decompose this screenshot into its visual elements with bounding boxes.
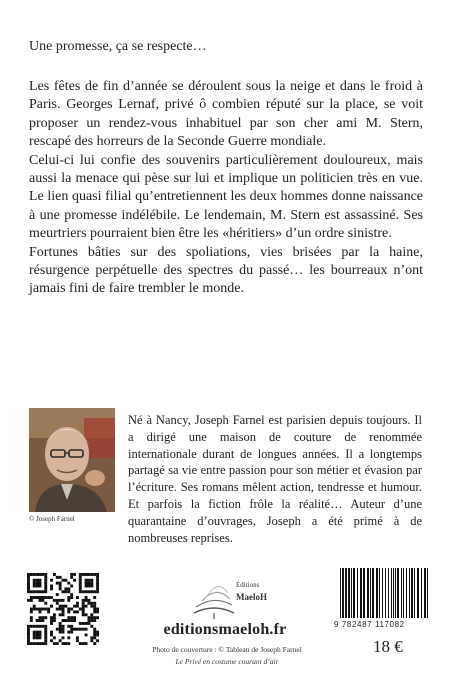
qr-code[interactable]	[27, 573, 99, 645]
series-line: Le Privé en costume courant d’air	[175, 657, 279, 666]
blurb-paragraph-1: Les fêtes de fin d’année se déroulent sous la neige et dans le froid à Paris. Georges Lernaf, privé ô combien réputé sur la place, se voit proposer un rendez-vous inhabituel par son cher ami M. Stern, rescapé des horreurs de la Seconde Guerre mondiale.	[29, 79, 423, 150]
barcode	[338, 568, 431, 618]
logo-brand-name: MaeloH	[236, 592, 267, 602]
barcode-graphic	[338, 568, 431, 618]
blurb	[29, 78, 423, 299]
author-bio: Né à Nancy, Joseph Farnel est parisien depuis toujours. Il a dirigé une maison de couture de renommée internationale durant de longues années. Il a longtemps partagé sa vie entre passion pour son métier et évasion par l’écriture. Ses romans mêlent action, tendresse et humour. Et parfois la fiction frôle la réalité… Auteur d’une quarantaine d’ouvrages, Joseph a été primé à de nombreuses reprises.	[128, 413, 422, 545]
isbn-number: 9 782487 117082	[334, 620, 405, 629]
blurb-paragraph-3: Fortunes bâties sur des spoliations, vies brisées par la haine, résurgence perpétuelle des spectres du passé… les bourreaux n’ont jamais fini de faire trembler le monde.	[29, 244, 423, 297]
price: 18 €	[373, 637, 403, 656]
cover-credit: Photo de couverture : © Tableau de Joseph Farnel	[152, 645, 302, 654]
qr-code-graphic	[27, 573, 99, 645]
tagline: Une promesse, ça se respecte…	[29, 39, 207, 54]
publisher-website[interactable]: editionsmaeloh.fr	[163, 621, 287, 638]
author-portrait-illustration	[29, 408, 115, 512]
author-photo	[29, 408, 115, 512]
photo-credit: © Joseph Farnel	[29, 515, 75, 523]
blurb-paragraph-2: Celui-ci lui confie des souvenirs particulièrement douloureux, mais aussi la menace qui pèse sur lui et implique un politicien très en vue. Le lien quasi filial qu’entretiennent les deux hommes donne naissance à une promesse indélébile. Le lendemain, M. Stern est assassiné. Ses meurtriers pourraient bien être les «héritiers» d’un ordre sinistre.	[29, 152, 423, 242]
logo-editions-label: Éditions	[236, 581, 260, 589]
